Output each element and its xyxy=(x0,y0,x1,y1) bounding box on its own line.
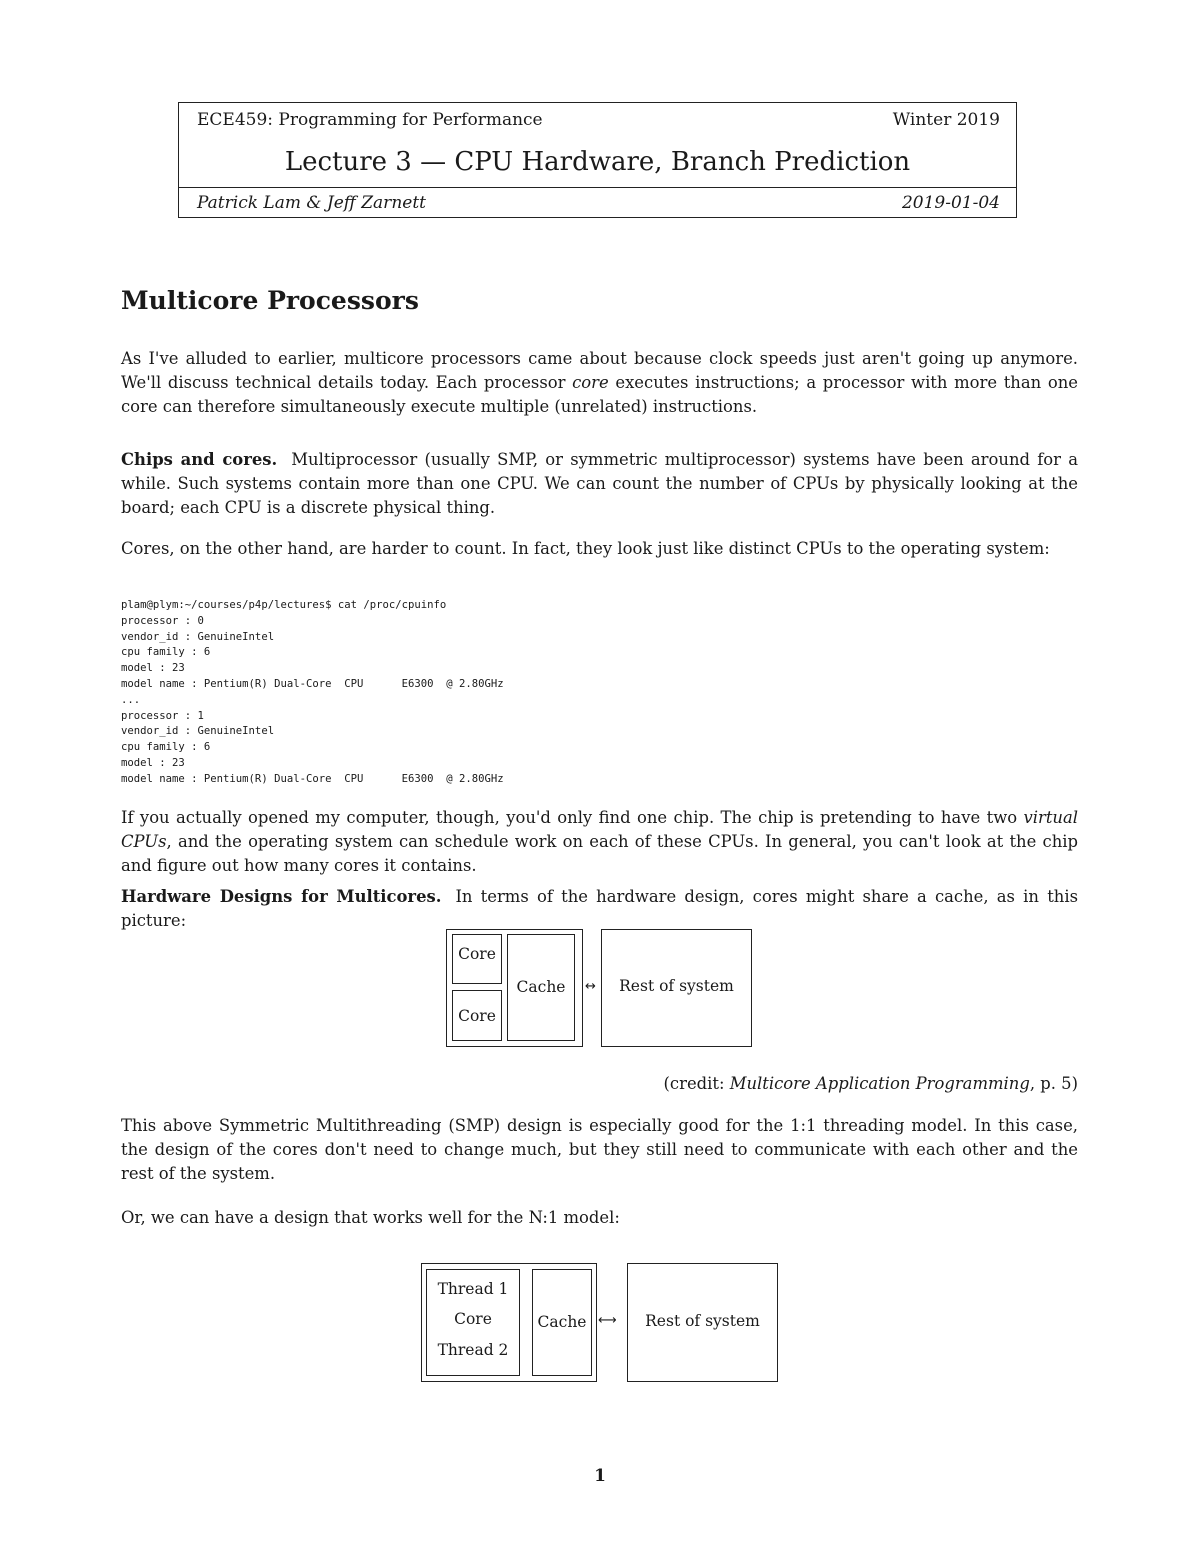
long-bidirectional-arrow-icon: ⟷ xyxy=(598,1313,617,1328)
lecture-date: 2019-01-04 xyxy=(901,193,1000,213)
rest-of-system-label: Rest of system xyxy=(619,977,734,995)
intro-text-2: executes instructions; a processor with more than one core can therefore simultaneously execute multiple (unrelated) instructions. xyxy=(121,373,1078,416)
figure-credit xyxy=(121,1072,1078,1096)
code-line: vendor_id : GenuineIntel xyxy=(121,725,275,738)
intro-paragraph xyxy=(121,347,1078,419)
lecture-title: Lecture 3 — CPU Hardware, Branch Prediction xyxy=(284,147,911,177)
authors: Patrick Lam & Jeff Zarnett xyxy=(197,193,426,213)
cache-label-2: Cache xyxy=(537,1313,587,1331)
hardware-designs-paragraph xyxy=(121,885,1078,933)
section-title: Multicore Processors xyxy=(121,286,419,315)
code-line: vendor_id : GenuineIntel xyxy=(121,630,275,643)
code-line: processor : 1 xyxy=(121,709,204,722)
cpuinfo-code-block xyxy=(121,598,504,788)
credit-prefix: (credit: xyxy=(663,1074,730,1093)
cores-paragraph: Cores, on the other hand, are harder to count. In fact, they look just like distinct CPUs to the operating system: xyxy=(121,539,1050,558)
lecture-header xyxy=(178,102,1017,218)
credit-book-title: Multicore Application Programming xyxy=(729,1074,1030,1093)
chips-paragraph xyxy=(121,448,1078,520)
virtual-cpus-emphasis: virtual CPUs xyxy=(121,808,1078,851)
hardware-heading: Hardware Designs for Multicores. xyxy=(121,887,442,906)
code-line: model : 23 xyxy=(121,756,185,769)
intro-text-1: As I've alluded to earlier, multicore processors came about because clock speeds just aren't going up anymore. We'll discuss technical details today. Each processor xyxy=(121,349,1078,392)
core-label-top: Core xyxy=(458,945,496,963)
smp-paragraph: This above Symmetric Multithreading (SMP) design is especially good for the 1:1 threading model. In this case, the design of the cores don't need to change much, but they still need to communicate with each other and the rest of the system. xyxy=(121,1116,1078,1183)
page-number: 1 xyxy=(594,1466,606,1486)
code-line: processor : 0 xyxy=(121,614,204,627)
virtual-text-1: If you actually opened my computer, though, you'd only find one chip. The chip is pretending to have two xyxy=(121,808,1024,827)
virtual-text-2: , and the operating system can schedule work on each of these CPUs. In general, you can't look at the chip and figure out how many cores it contains. xyxy=(121,832,1078,875)
thread1-label: Thread 1 xyxy=(437,1280,509,1298)
thread2-label: Thread 2 xyxy=(437,1341,509,1359)
n1-model-paragraph: Or, we can have a design that works well for the N:1 model: xyxy=(121,1208,620,1227)
rest-of-system-label-2: Rest of system xyxy=(645,1312,760,1330)
chips-text: Multiprocessor (usually SMP, or symmetric multiprocessor) systems have been around for a while. Such systems contain more than one CPU. We can count the number of CPUs by physically looking at the board; each CPU is a discrete physical thing. xyxy=(121,450,1078,517)
chips-heading: Chips and cores. xyxy=(121,450,278,469)
cache-label: Cache xyxy=(516,978,566,996)
header-divider xyxy=(179,187,1016,188)
term: Winter 2019 xyxy=(892,110,1000,130)
course-name: ECE459: Programming for Performance xyxy=(197,110,543,130)
core-label-bottom: Core xyxy=(458,1007,496,1025)
intro-core-emphasis: core xyxy=(572,373,609,392)
code-line: cpu family : 6 xyxy=(121,646,211,659)
code-line: ... xyxy=(121,693,141,706)
code-line: cpu family : 6 xyxy=(121,741,211,754)
credit-suffix: , p. 5) xyxy=(1029,1074,1078,1093)
code-line: model name : Pentium(R) Dual-Core CPU E6300 @ 2.80GHz xyxy=(121,772,504,785)
code-line: model : 23 xyxy=(121,662,185,675)
code-line: plam@plym:~/courses/p4p/lectures$ cat /proc/cpuinfo xyxy=(121,599,447,611)
core-label: Core xyxy=(454,1310,492,1328)
hardware-text: In terms of the hardware design, cores might share a cache, as in this picture: xyxy=(121,887,1078,930)
virtual-cpus-paragraph xyxy=(121,806,1078,878)
code-line: model name : Pentium(R) Dual-Core CPU E6300 @ 2.80GHz xyxy=(121,677,504,690)
bidirectional-arrow-icon: ↔ xyxy=(585,979,596,994)
